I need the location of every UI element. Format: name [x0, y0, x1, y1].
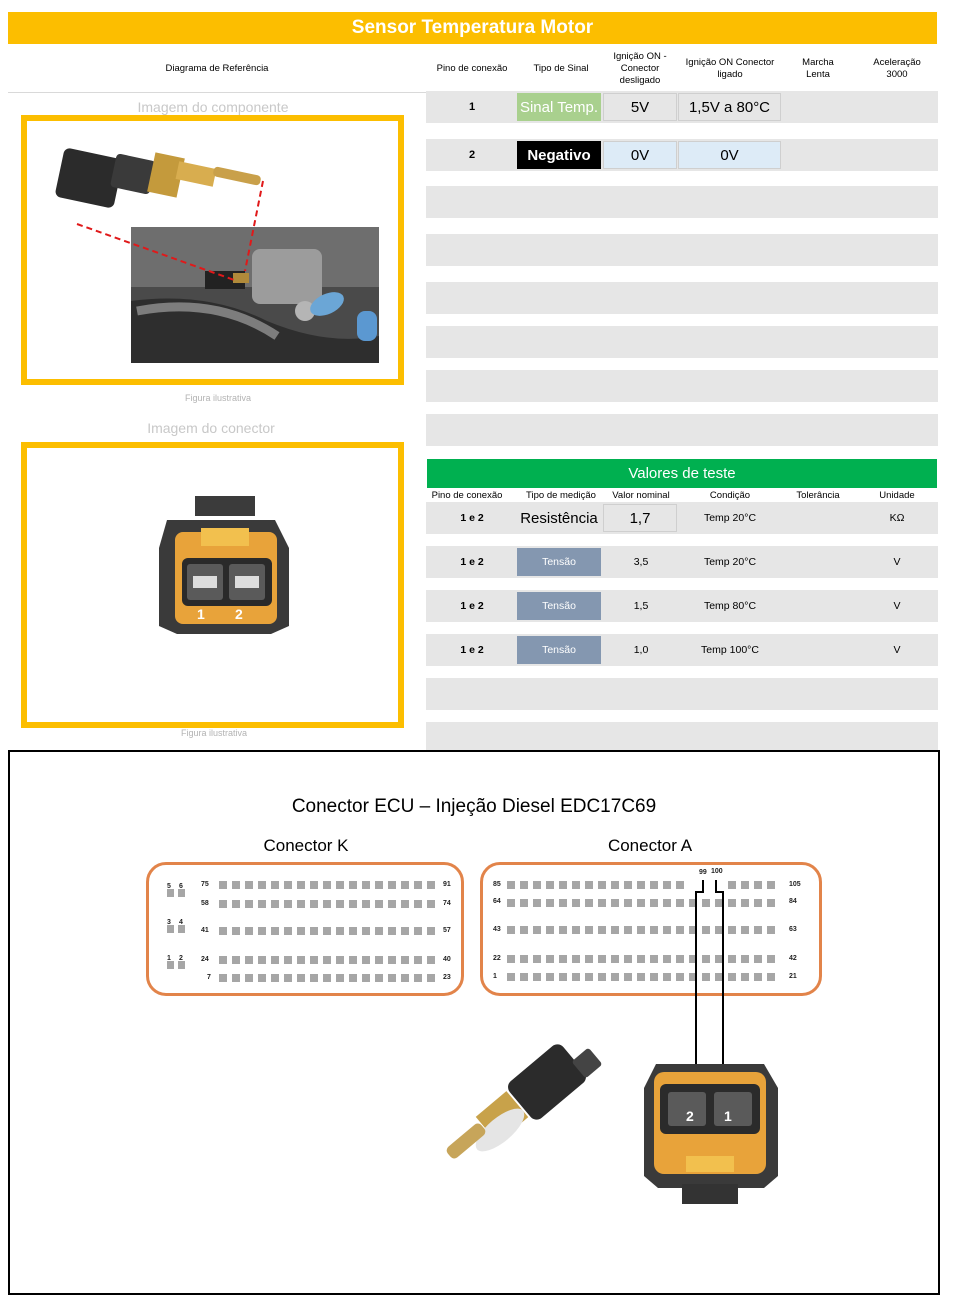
header-accel: Aceleração 3000	[873, 57, 921, 80]
test-condition: Temp 80°C	[703, 600, 757, 612]
test-values-title: Valores de teste	[427, 459, 937, 488]
connector-image-label: Imagem do conector	[147, 420, 275, 436]
signal-type-cell: Negativo	[517, 141, 601, 169]
component-illustration	[27, 121, 398, 379]
empty-row	[426, 370, 938, 402]
a-row-label-start: 1	[493, 973, 497, 980]
k-row-label-end: 40	[443, 956, 451, 963]
test-nominal: 3,5	[633, 556, 649, 568]
test-header-condition: Condição	[709, 490, 751, 501]
test-nominal: 1,7	[603, 504, 677, 532]
k-row-label-start: 75	[201, 881, 209, 888]
test-header-measurement: Tipo de medição	[526, 490, 596, 501]
k-row-label-start: 41	[201, 927, 209, 934]
a-row-label-end: 63	[789, 926, 797, 933]
test-header-pin: Pino de conexão	[431, 490, 503, 501]
a-row-label-end: 105	[789, 881, 801, 888]
figure-caption: Figura ilustrativa	[184, 393, 252, 403]
k-left-pin: 4	[179, 919, 183, 926]
a-highlight-pin: 100	[711, 868, 723, 875]
empty-row	[426, 722, 938, 750]
a-row-label-end: 42	[789, 955, 797, 962]
value-connected: 0V	[678, 141, 781, 169]
empty-row	[426, 414, 938, 446]
sensor-connector-illustration	[638, 1048, 786, 1208]
connector-a-label: Conector A	[607, 836, 693, 855]
sensor-pin-label: 1	[724, 1108, 732, 1124]
empty-row	[426, 186, 938, 218]
k-row-label-start: 24	[201, 956, 209, 963]
a-row-label-start: 85	[493, 881, 501, 888]
value-disconnected: 5V	[603, 93, 677, 121]
test-condition: Temp 100°C	[701, 644, 759, 656]
component-image-label: Imagem do componente	[137, 99, 289, 115]
test-pin: 1 e 2	[460, 512, 484, 524]
test-header-unit: Unidade	[879, 490, 915, 501]
signal-type-cell: Sinal Temp.	[517, 93, 601, 121]
figure-caption: Figura ilustrativa	[180, 728, 248, 738]
test-condition: Temp 20°C	[703, 512, 757, 524]
k-left-pin: 1	[167, 955, 171, 962]
k-row-label-end: 57	[443, 927, 451, 934]
component-image-frame	[21, 115, 404, 385]
k-left-pin: 3	[167, 919, 171, 926]
pin-number: 2	[468, 149, 476, 161]
test-unit: V	[893, 556, 901, 568]
connector-illustration	[27, 448, 398, 722]
test-unit: V	[893, 644, 901, 656]
k-left-pin: 2	[179, 955, 183, 962]
ecu-title: Conector ECU – Injeção Diesel EDC17C69	[291, 796, 657, 817]
k-left-pin: 5	[167, 883, 171, 890]
k-left-pin: 6	[179, 883, 183, 890]
sensor-illustration	[426, 1038, 606, 1188]
k-row-label-end: 91	[443, 881, 451, 888]
test-unit: V	[893, 600, 901, 612]
a-row-label-start: 43	[493, 926, 501, 933]
page-title: Sensor Temperatura Motor	[8, 12, 937, 44]
connector-image-frame	[21, 442, 404, 728]
test-header-nominal: Valor nominal	[612, 490, 670, 501]
test-pin: 1 e 2	[460, 600, 484, 612]
a-row-label-start: 22	[493, 955, 501, 962]
connector-pin-label: 1	[197, 606, 205, 622]
test-pin: 1 e 2	[460, 556, 484, 568]
ecu-section	[8, 750, 940, 1295]
empty-row	[426, 234, 938, 266]
test-measurement: Tensão	[517, 548, 601, 576]
wiring-lines	[10, 752, 938, 1292]
value-connected: 1,5V a 80°C	[678, 93, 781, 121]
connector-k-label: Conector K	[263, 836, 349, 855]
k-row-label-start: 58	[201, 900, 209, 907]
a-highlight-pin: 99	[699, 869, 707, 876]
test-pin: 1 e 2	[460, 644, 484, 656]
k-row-label-end: 74	[443, 900, 451, 907]
value-disconnected: 0V	[603, 141, 677, 169]
k-row-label-start: 7	[207, 974, 211, 981]
header-ign-on-connected: Ignição ON Conector ligado	[685, 57, 775, 80]
empty-row	[426, 282, 938, 314]
k-row-label-end: 23	[443, 974, 451, 981]
empty-row	[426, 326, 938, 358]
test-measurement: Tensão	[517, 636, 601, 664]
empty-row	[426, 678, 938, 710]
header-ign-on-disconnected: Ignição ON - Conector desligado	[613, 51, 667, 86]
a-row-label-end: 21	[789, 973, 797, 980]
test-measurement: Resistência	[517, 504, 601, 532]
connector-pin-label: 2	[235, 606, 243, 622]
test-unit: KΩ	[889, 512, 905, 524]
a-row-label-start: 64	[493, 898, 501, 905]
test-nominal: 1,5	[633, 600, 649, 612]
test-measurement: Tensão	[517, 592, 601, 620]
pin-number: 1	[468, 101, 476, 113]
test-condition: Temp 20°C	[703, 556, 757, 568]
header-idle: Marcha Lenta	[802, 57, 834, 80]
test-header-tolerance: Tolerância	[796, 490, 840, 501]
header-diagram: Diagrama de Referência	[165, 63, 269, 74]
header-pin: Pino de conexão	[436, 63, 508, 74]
test-nominal: 1,0	[633, 644, 649, 656]
sensor-pin-label: 2	[686, 1108, 694, 1124]
header-signal-type: Tipo de Sinal	[533, 63, 589, 74]
a-row-label-end: 84	[789, 898, 797, 905]
